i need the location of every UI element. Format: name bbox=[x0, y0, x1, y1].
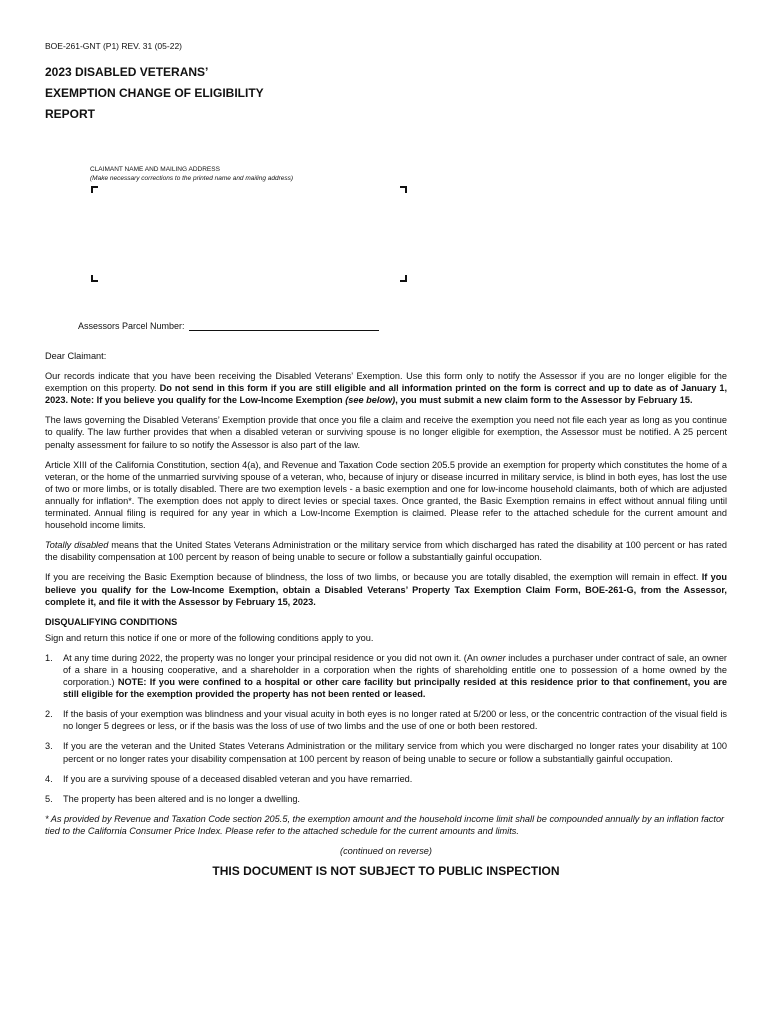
item-text: If you are a surviving spouse of a deceased disabled veteran and you have remarried. bbox=[63, 773, 413, 784]
public-inspection-notice: THIS DOCUMENT IS NOT SUBJECT TO PUBLIC INSPECTION bbox=[212, 864, 560, 879]
apn-label: Assessors Parcel Number: bbox=[78, 321, 185, 331]
page-title bbox=[45, 62, 264, 125]
address-corner-top-right bbox=[400, 186, 407, 193]
item-number: 3. bbox=[45, 741, 53, 752]
salutation: Dear Claimant: bbox=[45, 351, 107, 361]
address-corner-bottom-right bbox=[400, 275, 407, 282]
disqualifying-intro: Sign and return this notice if one or more of the following conditions apply to you. bbox=[45, 632, 374, 643]
address-corner-bottom-left bbox=[91, 275, 98, 282]
form-id: BOE-261-GNT (P1) REV. 31 (05-22) bbox=[45, 41, 183, 51]
letter-body bbox=[45, 350, 727, 877]
continued-note: (continued on reverse) bbox=[340, 846, 432, 856]
list-item bbox=[45, 773, 727, 785]
p1-italic: (see below) bbox=[345, 395, 396, 406]
list-item bbox=[45, 708, 727, 732]
p4-text: means that the United States Veterans Administration or the military service from which discharged has rated the disability at 100 percent or has rated the disability compensation at 100 percent by reason of being unable to secure or follow a substantially gainful occupation. bbox=[45, 540, 727, 563]
apn-field[interactable] bbox=[189, 321, 379, 331]
p4-italic: Totally disabled bbox=[45, 540, 109, 551]
item-number: 2. bbox=[45, 709, 53, 720]
item-number: 4. bbox=[45, 773, 53, 784]
claimant-header-label: CLAIMANT NAME AND MAILING ADDRESS bbox=[90, 166, 220, 173]
list-item bbox=[45, 652, 727, 700]
list-item bbox=[45, 740, 727, 764]
p1-bold: Do not send in this form if you are still eligible and all information printed on the form is correct and up to date as of January 1, 2023. Note: If you believe you qualify for the Low-Income Exemption bbox=[45, 383, 727, 406]
apn-row bbox=[78, 321, 379, 331]
item-text: If the basis of your exemption was blindness and your visual acuity in both eyes is no longer rated at 5/200 or less, or the concentric contraction of the visual field is no longer 5 degrees or less, or if the basis was the loss of use of two limbs and the use of one or both been restored. bbox=[63, 709, 727, 732]
item-text: If you are the veteran and the United States Veterans Administration or the military service from which you were discharged no longer rates your disability at 100 percent or no longer rates your disability compensation at 100 percent by reason of being unable to secure or follow a substantially gainful occupation. bbox=[63, 741, 727, 764]
p5-bold: If you believe you qualify for the Low-Income Exemption, obtain a Disabled Veterans’ Property Tax Exemption Claim Form, BOE-261-G, from the Assessor, complete it, and file it with the Assessor by February 15, 2023. bbox=[45, 572, 727, 607]
conditions-list bbox=[45, 652, 727, 805]
item-number: 1. bbox=[45, 652, 53, 663]
paragraph-4 bbox=[45, 539, 727, 563]
title-line-3: REPORT bbox=[45, 107, 96, 121]
paragraph-3: Article XIII of the California Constitution, section 4(a), and Revenue and Taxation Code section 205.5 provide an exemption for property which constitutes the home of a veteran, or the home of the unmarried surviving spouse of a veteran, who, because of injury or disease incurred in military service, is blind in both eyes, has lost the use of two or more limbs, or is totally disabled. There are two exemption levels - a basic exemption and one for low-income household claimants, both of which are adjusted annually for inflation*. The exemption does not apply to direct levies or special taxes. Once granted, the Basic Exemption remains in effect without annual filing until terminated. Annual filing is required for any year in which a Low-Income Exemption is claimed. Please refer to the attached schedule for the current amount and household income limits. bbox=[45, 459, 727, 531]
p5-text: If you are receiving the Basic Exemption because of blindness, the loss of two limbs, or because you are totally disabled, the exemption will remain in effect. bbox=[45, 572, 702, 583]
title-line-1: 2023 DISABLED VETERANS’ bbox=[45, 65, 209, 79]
title-line-2: EXEMPTION CHANGE OF ELIGIBILITY bbox=[45, 86, 264, 100]
item-text: The property has been altered and is no longer a dwelling. bbox=[63, 793, 300, 804]
disqualifying-heading: DISQUALIFYING CONDITIONS bbox=[45, 616, 178, 627]
footnote: * As provided by Revenue and Taxation Code section 205.5, the exemption amount and the household income limit shall be compounded annually by an inflation factor tied to the California Consumer Price Index. Please refer to the attached schedule for the current amounts and limits. bbox=[45, 813, 725, 836]
list-item bbox=[45, 793, 727, 805]
paragraph-2: The laws governing the Disabled Veterans’ Exemption provide that once you file a claim and receive the exemption you need not file each year as long as you continue to qualify. The law further provides that when a disabled veteran or surviving spouse is no longer eligible for exemption, the Assessor must be notified. A 25 percent penalty assessment for failure to so notify the Assessor is also part of the law. bbox=[45, 415, 727, 450]
item-number: 5. bbox=[45, 793, 53, 804]
claimant-header-note: (Make necessary corrections to the printed name and mailing address) bbox=[90, 175, 294, 182]
p1-text: Our records indicate that you have been receiving the Disabled Veterans’ Exemption. Use this form only to notify the Assessor if you are no longer eligible for the exemption on this property. bbox=[45, 371, 727, 394]
paragraph-5 bbox=[45, 571, 727, 607]
paragraph-1 bbox=[45, 370, 727, 406]
claimant-address-header bbox=[90, 165, 293, 183]
address-corner-top-left bbox=[91, 186, 98, 193]
p1-bold-end: , you must submit a new claim form to the Assessor by February 15. bbox=[395, 395, 693, 406]
item-text: At any time during 2022, the property was no longer your principal residence or you did not own it. (An owner includes a purchaser under contract of sale, an owner of a share in a housing cooperative, and a shareholder in a corporation when the rights of shareholding entitle one to possession of a home owned by the corporation.) NOTE: If you were confined to a hospital or other care facility but principally resided at this residence prior to that confinement, you are still eligible for the exemption provided the property has not been rented or leased. bbox=[63, 652, 727, 700]
